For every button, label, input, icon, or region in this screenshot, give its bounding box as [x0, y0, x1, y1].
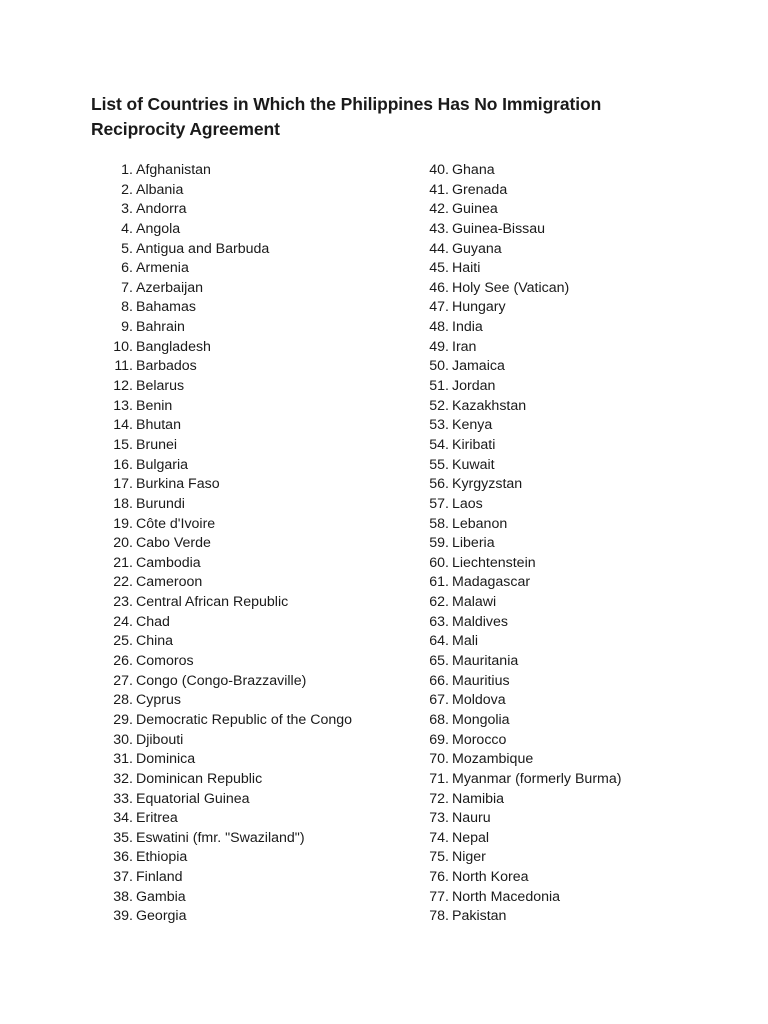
- list-item-number: 53.: [429, 417, 449, 434]
- country-name: Mauritania: [452, 653, 519, 670]
- country-name: North Korea: [452, 869, 529, 886]
- list-item: [103, 652, 413, 672]
- country-name: Kyrgyzstan: [452, 476, 523, 493]
- country-name: Finland: [136, 869, 183, 886]
- list-item: [103, 377, 413, 397]
- list-item: [419, 652, 739, 672]
- list-item-number: 58.: [429, 515, 449, 532]
- country-name: Bahamas: [136, 299, 196, 316]
- list-item-number: 72.: [429, 790, 449, 807]
- list-item-number: 32.: [113, 770, 133, 787]
- list-item: [419, 357, 739, 377]
- country-name: Grenada: [452, 181, 508, 198]
- list-item-number: 17.: [113, 476, 133, 493]
- list-item-number: 75.: [429, 849, 449, 866]
- country-name: Kuwait: [452, 456, 495, 473]
- country-name: Angola: [136, 220, 181, 237]
- document-title: List of Countries in Which the Philippines Has No Immigration Reciprocity Agreement: [91, 94, 602, 139]
- list-item-number: 24.: [113, 613, 133, 630]
- list-item-number: 56.: [429, 476, 449, 493]
- country-name: Liberia: [452, 535, 495, 552]
- list-item: [419, 220, 739, 240]
- list-item: [103, 711, 413, 731]
- list-item: [103, 161, 413, 181]
- country-name: Laos: [452, 495, 483, 512]
- country-name: Mali: [452, 633, 479, 650]
- list-item-number: 62.: [429, 594, 449, 611]
- country-name: Liechtenstein: [452, 554, 536, 571]
- country-name: Equatorial Guinea: [136, 790, 250, 807]
- list-item-number: 10.: [113, 338, 133, 355]
- country-name: Côte d'Ivoire: [136, 515, 216, 532]
- list-item-number: 25.: [113, 633, 133, 650]
- country-name: Iran: [452, 338, 477, 355]
- list-item-number: 57.: [429, 495, 449, 512]
- list-item: [103, 357, 413, 377]
- list-item: [419, 593, 739, 613]
- list-item-number: 9.: [121, 319, 133, 336]
- list-item: [419, 240, 739, 260]
- country-name: Jordan: [452, 378, 496, 395]
- country-name: Nauru: [452, 810, 491, 827]
- list-item-number: 63.: [429, 613, 449, 630]
- list-item-number: 38.: [113, 888, 133, 905]
- country-list-left: [103, 161, 413, 927]
- list-item: [419, 436, 739, 456]
- list-item-number: 13.: [113, 397, 133, 414]
- country-name: Guinea-Bissau: [452, 220, 546, 237]
- country-name: Maldives: [452, 613, 508, 630]
- country-name: Cameroon: [136, 574, 203, 591]
- list-item-number: 49.: [429, 338, 449, 355]
- list-item-number: 70.: [429, 751, 449, 768]
- list-item-number: 44.: [429, 240, 449, 257]
- list-item: [419, 809, 739, 829]
- list-item: [103, 809, 413, 829]
- list-item: [103, 770, 413, 790]
- list-item: [103, 416, 413, 436]
- list-item-number: 54.: [429, 436, 449, 453]
- country-name: Ghana: [452, 162, 495, 178]
- list-item: [103, 397, 413, 417]
- list-item: [419, 711, 739, 731]
- list-item-number: 69.: [429, 731, 449, 748]
- list-item-number: 2.: [121, 181, 133, 198]
- list-item: [419, 888, 739, 908]
- list-item: [419, 770, 739, 790]
- list-item: [419, 750, 739, 770]
- list-item-number: 31.: [113, 751, 133, 768]
- country-name: Albania: [136, 181, 184, 198]
- list-item-number: 34.: [113, 810, 133, 827]
- list-item: [103, 318, 413, 338]
- list-item-number: 78.: [429, 908, 449, 925]
- list-item: [419, 181, 739, 201]
- country-name: Burundi: [136, 495, 185, 512]
- list-item-number: 18.: [113, 495, 133, 512]
- country-name: Armenia: [136, 260, 189, 277]
- list-item: [419, 318, 739, 338]
- country-name: Brunei: [136, 436, 178, 453]
- list-item-number: 55.: [429, 456, 449, 473]
- list-item-number: 15.: [113, 436, 133, 453]
- country-name: Guyana: [452, 240, 502, 257]
- country-name: Malawi: [452, 594, 497, 611]
- list-item-number: 36.: [113, 849, 133, 866]
- country-name: Comoros: [136, 653, 194, 670]
- country-name: Eswatini (fmr. "Swaziland"): [136, 829, 305, 846]
- list-item: [419, 907, 739, 927]
- list-item: [419, 279, 739, 299]
- country-name: Chad: [136, 613, 170, 630]
- country-name: Bahrain: [136, 319, 185, 336]
- list-item: [419, 377, 739, 397]
- list-item-number: 20.: [113, 535, 133, 552]
- list-item: [103, 259, 413, 279]
- list-item-number: 5.: [121, 240, 133, 257]
- list-item: [419, 515, 739, 535]
- country-name: North Macedonia: [452, 888, 561, 905]
- list-item-number: 45.: [429, 260, 449, 277]
- list-item: [103, 672, 413, 692]
- list-item: [419, 495, 739, 515]
- list-item-number: 35.: [113, 829, 133, 846]
- country-name: Kazakhstan: [452, 397, 527, 414]
- list-item: [419, 848, 739, 868]
- list-item: [103, 298, 413, 318]
- country-name: Azerbaijan: [136, 279, 204, 296]
- list-item: [419, 397, 739, 417]
- list-item-number: 61.: [429, 574, 449, 591]
- list-item: [103, 907, 413, 927]
- country-name: Holy See (Vatican): [452, 279, 570, 296]
- list-item-number: 23.: [113, 594, 133, 611]
- country-list-right: [419, 161, 739, 927]
- country-name: Antigua and Barbuda: [136, 240, 270, 257]
- country-name: Guinea: [452, 201, 498, 218]
- country-name: Namibia: [452, 790, 505, 807]
- list-item: [419, 456, 739, 476]
- list-item: [103, 475, 413, 495]
- list-item-number: 19.: [113, 515, 133, 532]
- list-item-number: 22.: [113, 574, 133, 591]
- list-item-number: 47.: [429, 299, 449, 316]
- country-name: China: [136, 633, 174, 650]
- list-item: [103, 456, 413, 476]
- country-name: Benin: [136, 397, 173, 414]
- country-name: Cyprus: [136, 692, 181, 709]
- list-item: [419, 554, 739, 574]
- list-item: [419, 298, 739, 318]
- list-item: [419, 632, 739, 652]
- country-name: Ethiopia: [136, 849, 188, 866]
- country-name: Georgia: [136, 908, 187, 925]
- country-name: Kenya: [452, 417, 493, 434]
- list-item: [103, 338, 413, 358]
- list-item: [103, 181, 413, 201]
- list-item-number: 52.: [429, 397, 449, 414]
- list-item: [103, 848, 413, 868]
- country-name: Andorra: [136, 201, 187, 218]
- list-item: [419, 691, 739, 711]
- country-name: Barbados: [136, 358, 197, 375]
- list-item-number: 77.: [429, 888, 449, 905]
- country-name: India: [452, 319, 483, 336]
- list-item: [419, 790, 739, 810]
- list-item: [103, 790, 413, 810]
- list-item-number: 33.: [113, 790, 133, 807]
- list-item-number: 7.: [121, 279, 133, 296]
- country-name: Eritrea: [136, 810, 178, 827]
- list-item: [103, 593, 413, 613]
- country-name: Afghanistan: [136, 162, 211, 178]
- list-item: [419, 672, 739, 692]
- list-item: [419, 338, 739, 358]
- list-item: [103, 829, 413, 849]
- country-name: Morocco: [452, 731, 507, 748]
- list-item: [103, 613, 413, 633]
- list-item: [103, 200, 413, 220]
- list-item: [419, 200, 739, 220]
- country-name: Cambodia: [136, 554, 201, 571]
- country-name: Congo (Congo-Brazzaville): [136, 672, 307, 689]
- list-item: [103, 691, 413, 711]
- list-item: [103, 240, 413, 260]
- list-item: [103, 750, 413, 770]
- list-item: [103, 573, 413, 593]
- list-item-number: 27.: [113, 672, 133, 689]
- list-item: [419, 731, 739, 751]
- country-name: Dominican Republic: [136, 770, 263, 787]
- country-name: Mozambique: [452, 751, 534, 768]
- list-item: [419, 868, 739, 888]
- country-name: Haiti: [452, 260, 481, 277]
- list-item-number: 59.: [429, 535, 449, 552]
- list-item-number: 48.: [429, 319, 449, 336]
- list-item-number: 76.: [429, 869, 449, 886]
- list-item-number: 28.: [113, 692, 133, 709]
- list-item: [103, 868, 413, 888]
- list-item-number: 21.: [113, 554, 133, 571]
- list-item-number: 60.: [429, 554, 449, 571]
- list-item-number: 74.: [429, 829, 449, 846]
- country-name: Kiribati: [452, 436, 496, 453]
- list-item-number: 43.: [429, 220, 449, 237]
- list-item: [103, 495, 413, 515]
- list-item-number: 30.: [113, 731, 133, 748]
- country-name: Bulgaria: [136, 456, 189, 473]
- list-item: [419, 259, 739, 279]
- country-name: Myanmar (formerly Burma): [452, 770, 622, 787]
- list-item-number: 40.: [429, 162, 449, 178]
- country-name: Moldova: [452, 692, 506, 709]
- list-item: [103, 534, 413, 554]
- country-name: Democratic Republic of the Congo: [136, 711, 353, 728]
- country-name: Gambia: [136, 888, 186, 905]
- list-item-number: 29.: [113, 711, 133, 728]
- country-name: Bangladesh: [136, 338, 211, 355]
- list-item: [103, 279, 413, 299]
- list-item-number: 67.: [429, 692, 449, 709]
- list-item-number: 4.: [121, 220, 133, 237]
- list-item: [103, 632, 413, 652]
- country-name: Bhutan: [136, 417, 181, 434]
- list-item-number: 50.: [429, 358, 449, 375]
- country-name: Mauritius: [452, 672, 510, 689]
- country-name: Cabo Verde: [136, 535, 211, 552]
- list-item-number: 68.: [429, 711, 449, 728]
- country-name: Central African Republic: [136, 594, 289, 611]
- list-item-number: 6.: [121, 260, 133, 277]
- country-name: Pakistan: [452, 908, 507, 925]
- list-item-number: 66.: [429, 672, 449, 689]
- country-name: Djibouti: [136, 731, 184, 748]
- country-name: Mongolia: [452, 711, 510, 728]
- list-item: [103, 731, 413, 751]
- country-name: Nepal: [452, 829, 490, 846]
- list-item: [419, 829, 739, 849]
- list-item: [103, 888, 413, 908]
- country-name: Dominica: [136, 751, 196, 768]
- list-item-number: 26.: [113, 653, 133, 670]
- list-item-number: 16.: [113, 456, 133, 473]
- list-item-number: 73.: [429, 810, 449, 827]
- list-item: [103, 220, 413, 240]
- country-name: Jamaica: [452, 358, 505, 375]
- country-name: Niger: [452, 849, 486, 866]
- list-item-number: 71.: [429, 770, 449, 787]
- country-name: Belarus: [136, 378, 185, 395]
- list-item: [103, 436, 413, 456]
- list-item: [419, 613, 739, 633]
- list-item-number: 39.: [113, 908, 133, 925]
- country-name: Burkina Faso: [136, 476, 220, 493]
- country-name: Hungary: [452, 299, 506, 316]
- list-item-number: 46.: [429, 279, 449, 296]
- list-item-number: 8.: [121, 299, 133, 316]
- country-name: Madagascar: [452, 574, 531, 591]
- list-item-number: 64.: [429, 633, 449, 650]
- list-item-number: 41.: [429, 181, 449, 198]
- list-item-number: 65.: [429, 653, 449, 670]
- list-item-number: 14.: [113, 417, 133, 434]
- list-item-number: 11.: [114, 358, 133, 375]
- list-item: [103, 554, 413, 574]
- list-item-number: 12.: [113, 378, 133, 395]
- list-item-number: 51.: [429, 378, 449, 395]
- list-item-number: 1.: [121, 162, 133, 178]
- list-item: [419, 161, 739, 181]
- list-item: [419, 416, 739, 436]
- list-item: [103, 515, 413, 535]
- list-item-number: 3.: [121, 201, 133, 218]
- list-item-number: 37.: [113, 869, 133, 886]
- list-item: [419, 475, 739, 495]
- country-name: Lebanon: [452, 515, 508, 532]
- list-item: [419, 573, 739, 593]
- list-item: [419, 534, 739, 554]
- list-item-number: 42.: [429, 201, 449, 218]
